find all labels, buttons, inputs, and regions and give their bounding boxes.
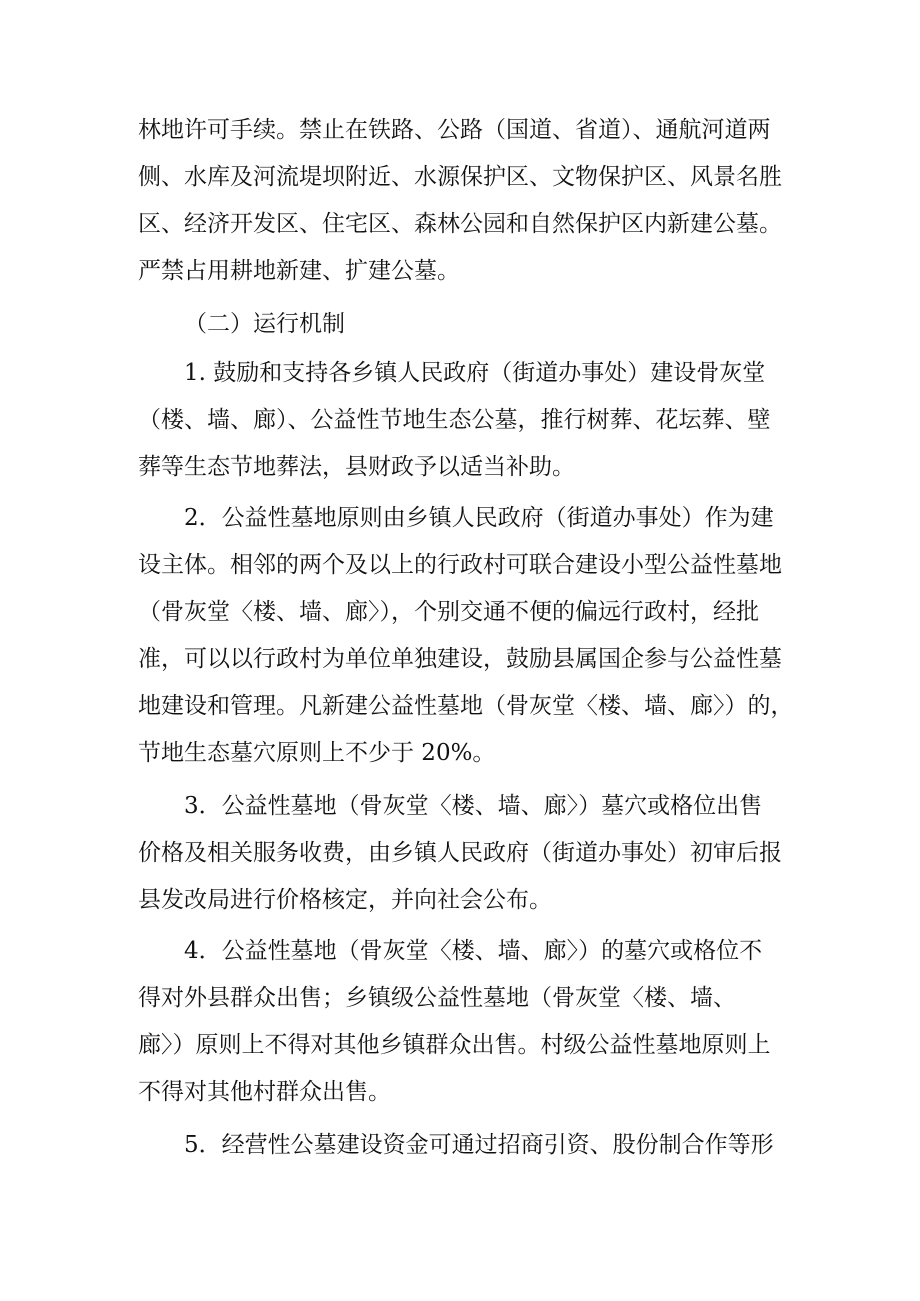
paragraph-line: 4．公益性墓地（骨灰堂〈楼、墙、廊〉）的墓穴或格位不 xyxy=(184,938,763,964)
paragraph-line: 节地生态墓穴原则上不少于 20%。 xyxy=(138,740,496,766)
paragraph-line: 林地许可手续。禁止在铁路、公路（国道、省道）、通航河道两 xyxy=(138,117,771,143)
paragraph-line: 廊〉）原则上不得对其他乡镇群众出售。村级公益性墓地原则上 xyxy=(138,1032,771,1058)
paragraph-line: （楼、墙、廊）、公益性节地生态公墓，推行树葬、花坛葬、壁 xyxy=(138,407,771,433)
paragraph-line: 5．经营性公墓建设资金可通过招商引资、股份制合作等形 xyxy=(184,1132,774,1158)
paragraph-line: 价格及相关服务收费，由乡镇人民政府（街道办事处）初审后报 xyxy=(138,840,782,866)
paragraph-line: 2．公益性墓地原则由乡镇人民政府（街道办事处）作为建 xyxy=(184,505,774,531)
paragraph-line: 1. 鼓励和支持各乡镇人民政府（街道办事处）建设骨灰堂 xyxy=(184,360,766,386)
paragraph-line: 地建设和管理。凡新建公益性墓地（骨灰堂〈楼、墙、廊〉）的， xyxy=(138,693,794,719)
paragraph-line: 准，可以以行政村为单位单独建设，鼓励县属国企参与公益性墓 xyxy=(138,646,782,672)
paragraph-line: 县发改局进行价格核定，并向社会公布。 xyxy=(138,887,552,913)
paragraph-line: 葬等生态节地葬法，县财政予以适当补助。 xyxy=(138,454,575,480)
paragraph-line: 侧、水库及河流堤坝附近、水源保护区、文物保护区、风景名胜 xyxy=(138,164,782,190)
section-heading: （二）运行机制 xyxy=(184,311,345,337)
paragraph-line: 得对外县群众出售；乡镇级公益性墓地（骨灰堂〈楼、墙、 xyxy=(138,985,736,1011)
paragraph-line: 不得对其他村群众出售。 xyxy=(138,1079,391,1105)
paragraph-line: 区、经济开发区、住宅区、森林公园和自然保护区内新建公墓。 xyxy=(138,211,782,237)
paragraph-line: 设主体。相邻的两个及以上的行政村可联合建设小型公益性墓地 xyxy=(138,552,782,578)
paragraph-line: （骨灰堂〈楼、墙、廊〉），个别交通不便的偏远行政村，经批 xyxy=(138,599,759,625)
paragraph-line: 3．公益性墓地（骨灰堂〈楼、墙、廊〉）墓穴或格位出售 xyxy=(184,793,763,819)
paragraph-line: 严禁占用耕地新建、扩建公墓。 xyxy=(138,258,460,284)
